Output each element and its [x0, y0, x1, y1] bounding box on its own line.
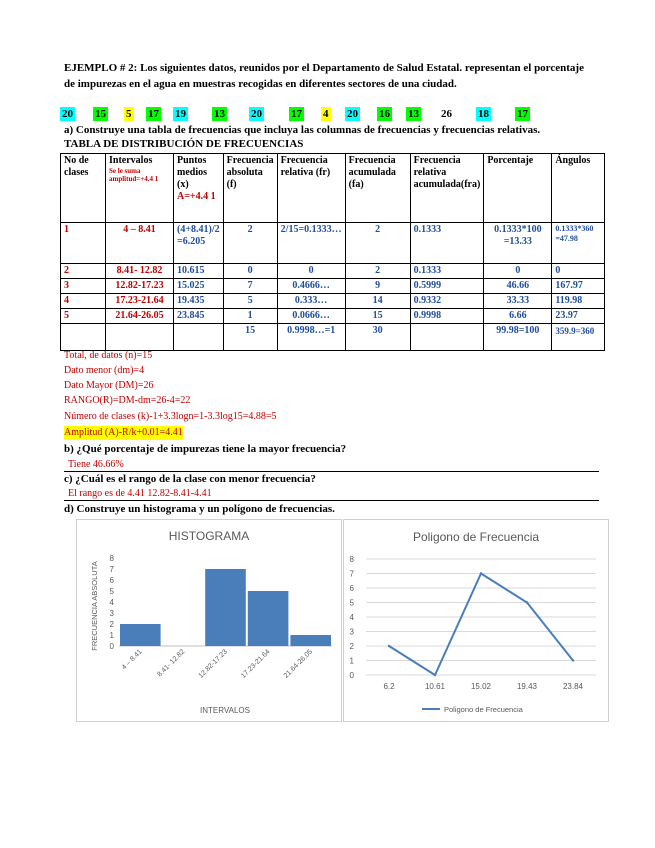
total-pct: 99.98=100	[484, 324, 552, 351]
cell-intervalo: 12.82-17.23	[106, 279, 174, 294]
x-tick-label: 10.61	[424, 682, 446, 691]
answer-b-line	[64, 459, 599, 472]
y-tick-label: 7	[349, 569, 354, 579]
calc-rango: RANGO(R)=DM-dm=26-4=22	[64, 395, 191, 406]
y-tick-label: 1	[109, 631, 114, 640]
header-intervalos-label: Intervalos	[109, 155, 153, 166]
polygon-svg	[344, 520, 608, 721]
cell-no: 5	[61, 309, 106, 324]
cell-no: 3	[61, 279, 106, 294]
cell-frec-rel: 0.333…	[277, 294, 345, 309]
cell-frec-abs: 1	[223, 309, 277, 324]
table-totals-row	[61, 324, 605, 351]
y-tick-label: 0	[349, 671, 354, 680]
cell-frec-rel: 2/15=0.1333…	[277, 223, 345, 264]
cell-no: 1	[61, 223, 106, 264]
y-tick-label: 1	[349, 656, 354, 666]
question-c: c) ¿Cuál es el rango de la clase con menor frecuencia?	[64, 473, 316, 485]
header-frec-relativa: Frecuencia relativa (fr)	[277, 154, 345, 223]
polygon-point	[480, 572, 482, 574]
data-number: 17	[148, 108, 159, 120]
cell-punto-medio: (4+8.41)/2 =6.205	[174, 223, 224, 264]
chart-title: HISTOGRAMA	[168, 529, 250, 543]
cell-no: 4	[61, 294, 106, 309]
calc-total: Total, de datos (n)=15	[64, 350, 153, 361]
x-tick-label: 4 – 8.41	[120, 648, 144, 672]
x-tick-label: 17.23-21.64	[240, 648, 272, 680]
data-number: 15	[95, 108, 106, 120]
histogram-bar	[248, 591, 289, 646]
header-no-clases: No de clases	[61, 154, 106, 223]
data-number: 20	[62, 108, 73, 120]
y-axis-label: FRECUENCIA ABSOLUTA	[90, 561, 99, 651]
cell-frec-acum: 2	[345, 223, 410, 264]
y-tick-label: 2	[109, 620, 114, 629]
y-tick-label: 3	[349, 627, 354, 637]
total-empty	[61, 324, 106, 351]
cell-porcentaje: 6.66	[484, 309, 552, 324]
data-number: 17	[517, 108, 528, 120]
cell-angulo: 23.97	[552, 309, 605, 324]
cell-intervalo: 8.41- 12.82	[106, 264, 174, 279]
cell-porcentaje: 33.33	[484, 294, 552, 309]
cell-punto-medio: 23.845	[174, 309, 224, 324]
polygon-chart	[343, 519, 609, 722]
header-puntos-medios	[174, 154, 224, 223]
header-porcentaje: Porcentaje	[484, 154, 552, 223]
cell-frec-acum: 15	[345, 309, 410, 324]
total-empty	[106, 324, 174, 351]
table-row	[61, 264, 605, 279]
data-number: 18	[478, 108, 489, 120]
cell-angulo: 167.97	[552, 279, 605, 294]
data-number: 5	[126, 108, 132, 120]
total-f: 15	[223, 324, 277, 351]
calc-dato-menor: Dato menor (dm)=4	[64, 365, 145, 376]
x-tick-label: 19.43	[516, 682, 538, 691]
data-number: 26	[441, 108, 452, 120]
histogram-svg	[77, 520, 341, 721]
header-frec-rel-acumulada: Frecuencia relativa acumulada(fra)	[410, 154, 484, 223]
y-tick-label: 5	[109, 587, 114, 596]
answer-c-line	[64, 488, 599, 501]
cell-porcentaje: 0.1333*100 =13.33	[484, 223, 552, 264]
table-row	[61, 223, 605, 264]
legend-label: Poligono de Frecuencia	[444, 705, 523, 714]
table-title: TABLA DE DISTRIBUCIÓN DE FRECUENCIAS	[64, 138, 304, 150]
cell-frec-acum: 2	[345, 264, 410, 279]
y-tick-label: 7	[109, 565, 114, 574]
y-tick-label: 2	[349, 642, 354, 651]
cell-frec-rel-acum: 0.5999	[410, 279, 484, 294]
y-tick-label: 3	[109, 609, 114, 618]
cell-punto-medio: 19.435	[174, 294, 224, 309]
x-tick-label: 12.82-17.23	[197, 648, 229, 680]
cell-angulo: 0.1333*360 =47.98	[552, 223, 605, 264]
total-fr: 0.9998…=1	[277, 324, 345, 351]
data-number: 19	[175, 108, 186, 120]
y-tick-label: 5	[349, 598, 354, 608]
header-puntos-note: A=+4.4 1	[177, 191, 216, 202]
cell-frec-rel: 0.0666…	[277, 309, 345, 324]
cell-frec-abs: 0	[223, 264, 277, 279]
cell-intervalo: 17.23-21.64	[106, 294, 174, 309]
data-number: 20	[251, 108, 262, 120]
data-number: 13	[214, 108, 225, 120]
x-tick-label: 23.84	[562, 682, 584, 691]
calc-amplitud: Amplitud (A)-R/k+0.01=4.41	[64, 427, 183, 438]
cell-frec-rel-acum: 0.9332	[410, 294, 484, 309]
table-row	[61, 279, 605, 294]
document-title: EJEMPLO # 2: Los siguientes datos, reunidos por el Departamento de Salud Estatal. representan el porcentaje de impurezas en el agua en muestras recogidas en diferentes sectores de una ciudad.	[64, 62, 584, 90]
cell-frec-acum: 9	[345, 279, 410, 294]
table-row	[61, 309, 605, 324]
cell-frec-rel: 0	[277, 264, 345, 279]
polygon-line	[389, 574, 573, 676]
y-tick-label: 0	[109, 642, 114, 651]
y-tick-label: 6	[109, 576, 114, 585]
answer-c: El rango es de 4.41 12.82-8.41-4.41	[68, 488, 212, 499]
y-tick-label: 4	[109, 598, 114, 607]
cell-angulo: 119.98	[552, 294, 605, 309]
cell-frec-rel-acum: 0.1333	[410, 223, 484, 264]
x-tick-label: 8.41- 12.82	[156, 648, 187, 679]
histogram-bar	[120, 624, 161, 646]
cell-porcentaje: 0	[484, 264, 552, 279]
cell-punto-medio: 15.025	[174, 279, 224, 294]
y-tick-label: 6	[349, 584, 354, 593]
cell-frec-abs: 2	[223, 223, 277, 264]
question-d: d) Construye un histograma y un polígono de frecuencias.	[64, 503, 335, 515]
data-numbers-row	[60, 107, 580, 121]
header-intervalos-note: Se le suma amplitud=+4.4 1	[109, 167, 159, 183]
frequency-table	[60, 153, 605, 351]
y-tick-label: 8	[109, 554, 114, 563]
cell-intervalo: 21.64-26.05	[106, 309, 174, 324]
x-tick-label: 21.64-26.05	[282, 648, 315, 680]
data-number: 16	[379, 108, 390, 120]
chart-title: Poligono de Frecuencia	[412, 530, 540, 544]
polygon-point	[572, 659, 574, 661]
data-number: 4	[323, 108, 329, 120]
cell-frec-acum: 14	[345, 294, 410, 309]
data-number: 20	[347, 108, 358, 120]
cell-frec-rel-acum: 0.1333	[410, 264, 484, 279]
cell-frec-rel-acum: 0.9998	[410, 309, 484, 324]
calc-dato-mayor: Dato Mayor (DM)=26	[64, 380, 154, 391]
total-empty	[410, 324, 484, 351]
answer-b: Tiene 46.66%	[68, 459, 124, 470]
calc-num-clases: Número de clases (k)-1+3.3logn=1-3.3log15=4.88=5	[64, 411, 277, 422]
x-tick-label: 15.02	[470, 682, 492, 691]
data-number: 17	[291, 108, 302, 120]
header-intervalos	[106, 154, 174, 223]
header-puntos-label: Puntos medios (x)	[177, 155, 207, 190]
x-tick-label: 6.2	[383, 682, 395, 691]
histogram-bar	[205, 569, 246, 646]
cell-porcentaje: 46.66	[484, 279, 552, 294]
total-empty	[174, 324, 224, 351]
histogram-bar	[290, 635, 331, 646]
header-frec-acumulada: Frecuencia acumulada (fa)	[345, 154, 410, 223]
total-fa: 30	[345, 324, 410, 351]
table-header-row	[61, 154, 605, 223]
cell-angulo: 0	[552, 264, 605, 279]
polygon-point	[434, 674, 436, 676]
table-row	[61, 294, 605, 309]
question-a: a) Construye una tabla de frecuencias que incluya las columnas de frecuencias y frecuencias relativas.	[64, 124, 541, 136]
polygon-point	[388, 645, 390, 647]
cell-punto-medio: 10.615	[174, 264, 224, 279]
data-number: 13	[408, 108, 419, 120]
y-tick-label: 8	[349, 555, 354, 564]
header-angulos: Ángulos	[552, 154, 605, 223]
cell-intervalo: 4 – 8.41	[106, 223, 174, 264]
histogram-chart	[76, 519, 342, 722]
header-frec-absoluta: Frecuencia absoluta (f)	[223, 154, 277, 223]
y-tick-label: 4	[349, 613, 354, 622]
polygon-point	[526, 601, 528, 603]
cell-frec-abs: 7	[223, 279, 277, 294]
x-axis-label: INTERVALOS	[200, 706, 250, 715]
cell-frec-rel: 0.4666…	[277, 279, 345, 294]
cell-no: 2	[61, 264, 106, 279]
cell-frec-abs: 5	[223, 294, 277, 309]
total-ang: 359.9=360	[552, 324, 605, 351]
question-b: b) ¿Qué porcentaje de impurezas tiene la mayor frecuencia?	[64, 443, 347, 455]
